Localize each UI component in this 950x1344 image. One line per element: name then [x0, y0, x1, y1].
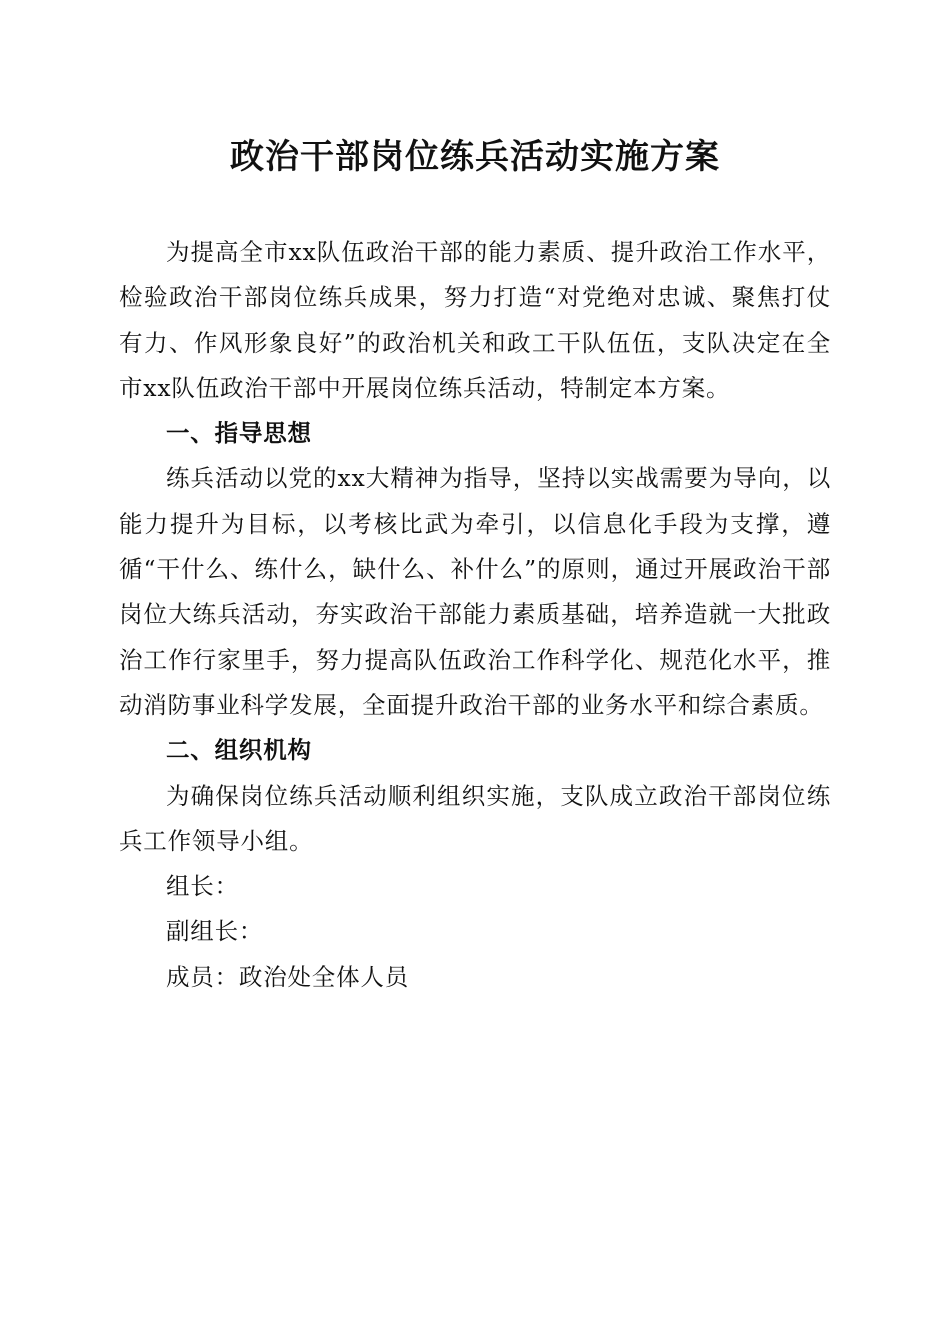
section-heading-organization: 二、组织机构 [166, 736, 312, 765]
intro-paragraph: 为提高全市xx队伍政治干部的能力素质、提升政治工作水平，检验政治干部岗位练兵成果，努力打造“对党绝对忠诚、聚焦打仗有力、作风形象良好”的政治机关和政工干队伍伍，支队决定在全市xx队伍政治干部中开展岗位练兵活动，特制定本方案。 [119, 238, 831, 402]
guiding-ideology-paragraph: 练兵活动以党的xx大精神为指导，坚持以实战需要为导向，以能力提升为目标，以考核比武为牵引，以信息化手段为支撑，遵循“干什么、练什么，缺什么、补什么”的原则，通过开展政治干部岗位大练兵活动，夯实政治干部能力素质基础，培养造就一大批政治工作行家里手，努力提高队伍政治工作科学化、规范化水平，推动消防事业科学发展，全面提升政治干部的业务水平和综合素质。 [119, 464, 831, 719]
deputy-leader-line: 副组长： [166, 917, 264, 946]
group-leader-line: 组长： [166, 872, 239, 901]
document-body [119, 230, 831, 1000]
organization-paragraph: 为确保岗位练兵活动顺利组织实施，支队成立政治干部岗位练兵工作领导小组。 [119, 781, 831, 855]
section-heading-guiding-ideology: 一、指导思想 [166, 419, 312, 448]
document-title: 政治干部岗位练兵活动实施方案 [230, 137, 720, 177]
members-line: 成员：政治处全体人员 [166, 962, 409, 991]
